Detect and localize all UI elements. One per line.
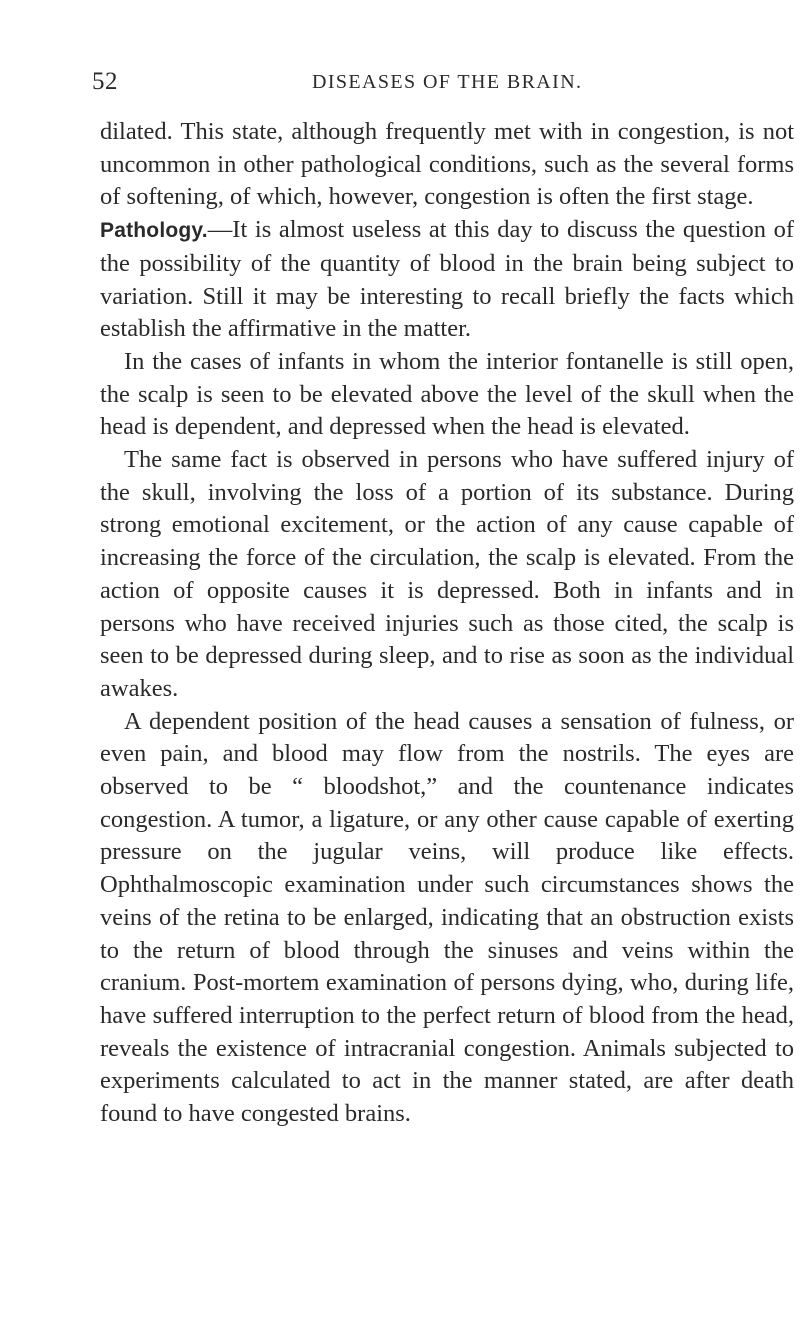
running-head <box>92 68 732 98</box>
paragraph-text: In the cases of infants in whom the interior fontanelle is still open, the scalp is seen to be elevated above the level of the skull when the head is dependent, and depressed when the head is elevated. <box>100 347 794 441</box>
paragraph-text: A dependent position of the head causes a sensation of fulness, or even pain, and blood may flow from the nostrils. The eyes are observed to be “ bloodshot,” and the countenance indicates congestion. A tumor, a ligature, or any other cause capable of exerting pressure on the jugular veins, will produce like effects. Ophthalmoscopic examination under such circumstances shows the veins of the retina to be enlarged, indicating that an obstruction exists to the return of blood through the sinuses and veins within the cranium. Post-mortem examination of persons dying, who, during life, have suffered interruption to the perfect return of blood from the head, reveals the existence of intracranial congestion. Animals subjected to experiments calculated to act in the manner stated, are after death found to have congested brains. <box>100 707 794 1128</box>
section-sidehead: Pathology. <box>100 219 208 243</box>
paragraph-injury <box>100 444 794 706</box>
body-text <box>100 116 794 1131</box>
paragraph-infants <box>100 346 794 444</box>
paragraph-continuation <box>100 116 794 214</box>
paragraph-text: dilated. This state, although frequently met with in congestion, is not uncommon in other pathological conditions, such as the several forms of softening, of which, however, congestion is often the first stage. <box>100 118 794 211</box>
running-title: DISEASES OF THE BRAIN. <box>312 71 583 93</box>
paragraph-text: The same fact is observed in persons who have suffered injury of the skull, involving the loss of a portion of its substance. During strong emotional excitement, or the action of any cause capable of increasing the force of the circulation, the scalp is elevated. From the action of opposite causes it is depressed. Both in infants and in persons who have received injuries such as those cited, the scalp is seen to be depressed during sleep, and to rise as soon as the individual awakes. <box>100 446 794 702</box>
page-number: 52 <box>92 68 118 95</box>
paragraph-pathology <box>100 214 794 346</box>
paragraph-dependent-position <box>100 706 794 1131</box>
paragraph-text: —It is almost useless at this day to discuss the question of the possibility of the quantity of blood in the brain being subject to variation. Still it may be interesting to recall briefly the facts which establish the affirmative in the matter. <box>100 216 794 343</box>
